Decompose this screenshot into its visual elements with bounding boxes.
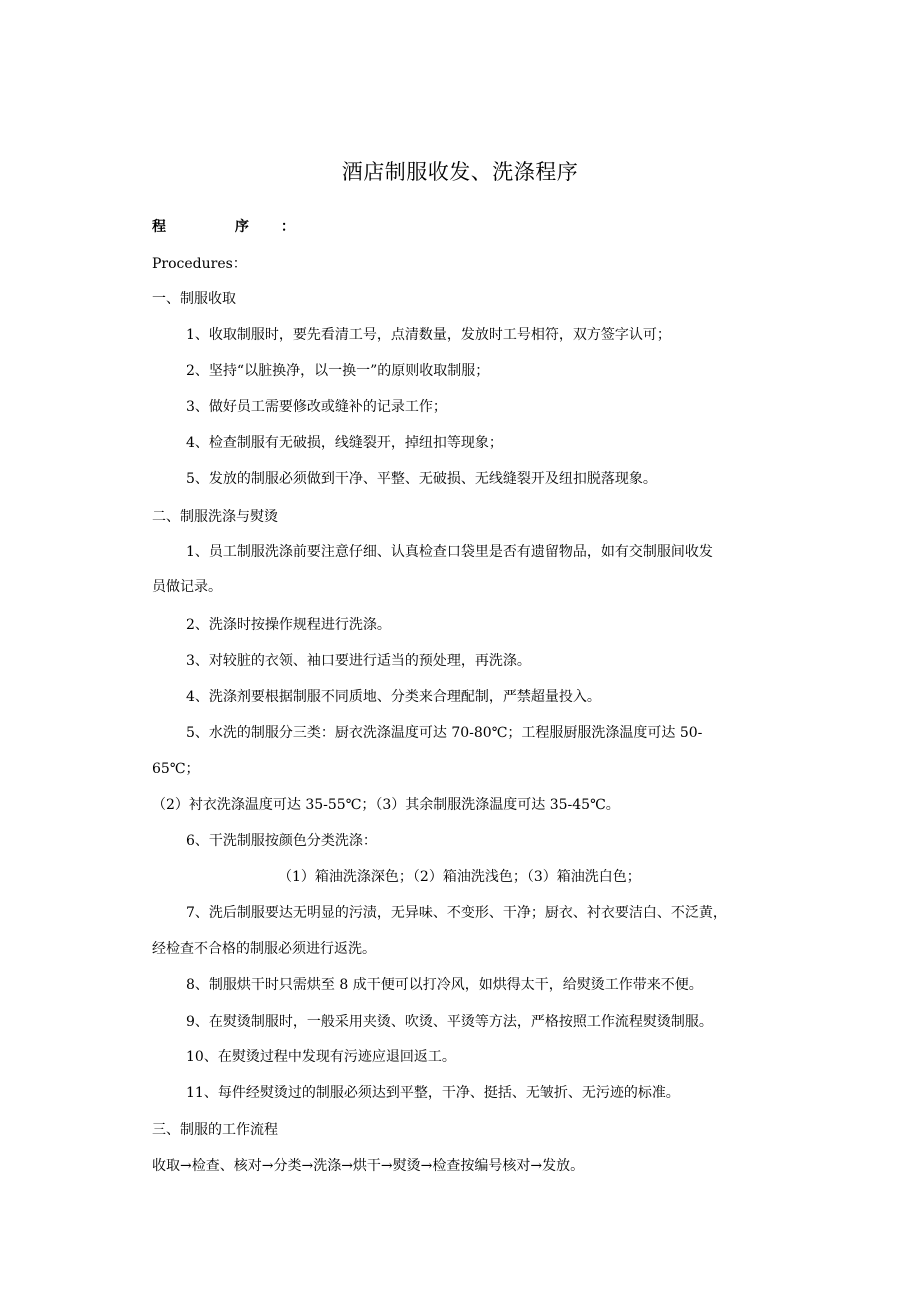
procedures-label: Procedures：	[152, 256, 247, 272]
list-item: 3、对较脏的衣领、袖口要进行适当的预处理，再洗涤。	[186, 653, 531, 669]
list-item-sub: （1）箱油洗涤深色；（2）箱油洗浅色；（3）箱油洗白色；	[278, 869, 641, 885]
list-item: 7、洗后制服要达无明显的污渍，无异味、不变形、干净；厨衣、衬衣要洁白、不泛黄，	[186, 905, 727, 921]
list-item: 4、洗涤剂要根据制服不同质地、分类来合理配制，严禁超量投入。	[186, 689, 601, 705]
document-title: 酒店制服收发、洗涤程序	[341, 160, 579, 184]
list-item: 4、检查制服有无破损，线缝裂开，掉纽扣等现象；	[186, 435, 503, 451]
list-item: 1、收取制服时，要先看清工号，点清数量，发放时工号相符，双方签字认可；	[186, 327, 671, 343]
list-item: 6、干洗制服按颜色分类洗涤：	[186, 833, 377, 849]
list-item-continuation: 经检查不合格的制服必须进行返洗。	[152, 941, 376, 957]
list-item: 10、在熨烫过程中发现有污迹应退回返工。	[186, 1049, 456, 1065]
list-item: 5、水洗的制服分三类：厨衣洗涤温度可达 70-80℃；工程服厨服洗涤温度可达 50-	[186, 725, 703, 741]
section-heading-1: 一、制服收取	[152, 291, 236, 307]
section-heading-2: 二、制服洗涤与熨烫	[152, 509, 278, 525]
list-item: 1、员工制服洗涤前要注意仔细、认真检查口袋里是否有遗留物品，如有交制服间收发	[186, 544, 713, 560]
list-item: 3、做好员工需要修改或缝补的记录工作；	[186, 399, 447, 415]
list-item: 2、坚持“以脏换净，以一换一”的原则收取制服；	[186, 363, 490, 379]
list-item-continuation: （2）衬衣洗涤温度可达 35-55℃；（3）其余制服洗涤温度可达 35-45℃。	[152, 797, 620, 813]
program-label: 程 序：	[152, 219, 327, 235]
list-item: 8、制服烘干时只需烘至 8 成干便可以打冷风，如烘得太干，给熨烫工作带来不便。	[186, 977, 703, 993]
list-item: 2、洗涤时按操作规程进行洗涤。	[186, 617, 391, 633]
list-item: 9、在熨烫制服时，一般采用夹烫、吹烫、平烫等方法，严格按照工作流程熨烫制服。	[186, 1014, 713, 1030]
list-item: 11、每件经熨烫过的制服必须达到平整，干净、挺括、无皱折、无污迹的标准。	[186, 1085, 680, 1101]
list-item-continuation: 员做记录。	[152, 579, 222, 595]
section-heading-3: 三、制服的工作流程	[152, 1122, 278, 1138]
list-item: 5、发放的制服必须做到干净、平整、无破损、无线缝裂开及纽扣脱落现象。	[186, 471, 657, 487]
list-item-continuation: 65℃；	[152, 761, 200, 777]
workflow-line: 收取→检查、核对→分类→洗涤→烘干→熨烫→检查按编号核对→发放。	[152, 1158, 585, 1174]
